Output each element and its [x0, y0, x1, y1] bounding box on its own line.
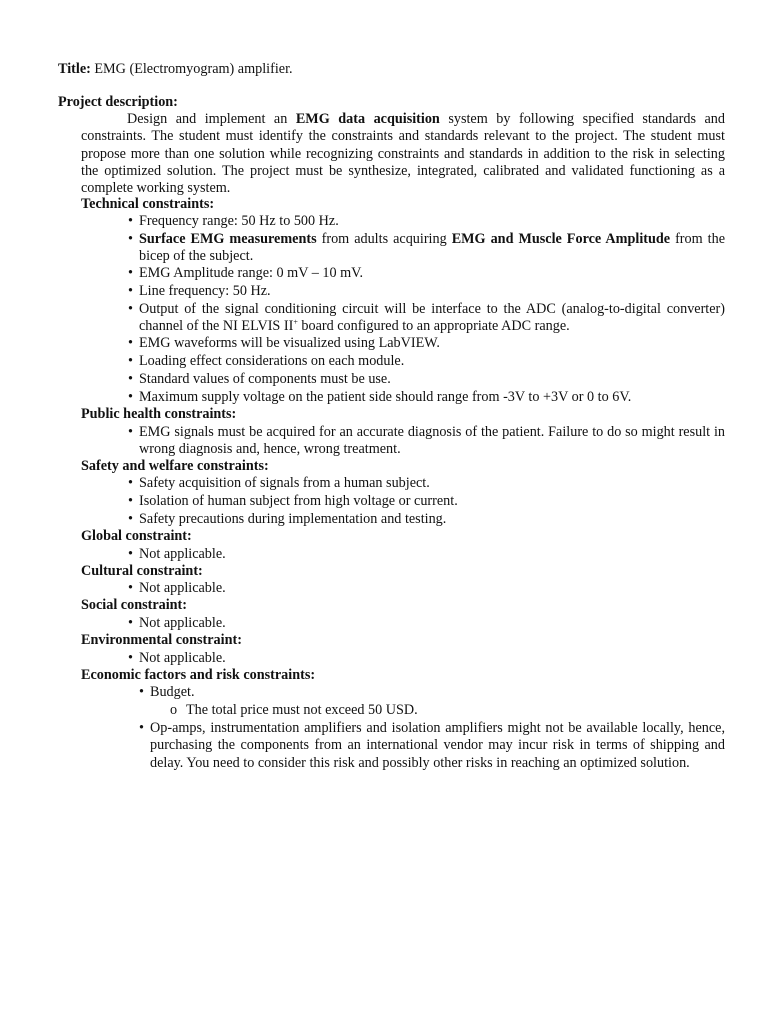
cultural-constraint-heading: Cultural constraint: [81, 563, 203, 579]
list-item: • Not applicable. [128, 650, 725, 667]
list-item: • Isolation of human subject from high voltage or current. [128, 493, 725, 510]
list-item: • Frequency range: 50 Hz to 500 Hz. [128, 213, 725, 230]
economic-constraints-heading: Economic factors and risk constraints: [81, 667, 316, 683]
list-item: • Not applicable. [128, 546, 725, 563]
list-item: • Surface EMG measurements from adults acquiring EMG and Muscle Force Amplitude from the bicep of the subject. [128, 231, 725, 266]
list-item: • Output of the signal conditioning circuit will be interface to the ADC (analog-to-digital converter) channel of the NI ELVIS II+ board configured to an appropriate ADC range. [128, 301, 725, 336]
project-description-heading: Project description: [58, 94, 178, 110]
environmental-constraint-heading: Environmental constraint: [81, 632, 242, 648]
list-item: • EMG waveforms will be visualized using LabVIEW. [128, 335, 725, 352]
list-item: • Not applicable. [128, 615, 725, 632]
list-item: • EMG Amplitude range: 0 mV – 10 mV. [128, 265, 725, 282]
list-item: • Budget. [139, 684, 725, 701]
list-item: • EMG signals must be acquired for an accurate diagnosis of the patient. Failure to do so might result in wrong diagnosis and, hence, wrong treatment. [128, 424, 725, 459]
document-title [58, 61, 293, 78]
public-health-heading: Public health constraints: [81, 406, 237, 422]
list-item: • Loading effect considerations on each module. [128, 353, 725, 370]
title-label: Title: [58, 61, 91, 77]
sub-list-item: o The total price must not exceed 50 USD. [170, 702, 418, 719]
global-constraint-heading: Global constraint: [81, 528, 192, 544]
list-item: • Maximum supply voltage on the patient side should range from -3V to +3V or 0 to 6V. [128, 389, 725, 406]
technical-constraints-heading: Technical constraints: [81, 196, 215, 212]
title-text: EMG (Electromyogram) amplifier. [94, 61, 293, 77]
list-item: • Not applicable. [128, 580, 725, 597]
list-item: • Safety acquisition of signals from a human subject. [128, 475, 725, 492]
list-item: • Line frequency: 50 Hz. [128, 283, 725, 300]
list-item: • Standard values of components must be use. [128, 371, 725, 388]
social-constraint-heading: Social constraint: [81, 597, 188, 613]
project-description-paragraph: Design and implement an EMG data acquisition system by following specified standards and constraints. The student must identify the constraints and standards relevant to the project. The student must propose more than one solution while recognizing constraints and standards in addition to the risk in selecting the optimized solution. The project must be synthesize, integrated, calibrated and validated functioning as a complete working system. [81, 111, 725, 197]
list-item: • Safety precautions during implementation and testing. [128, 511, 725, 528]
list-item: • Op-amps, instrumentation amplifiers and isolation amplifiers might not be available locally, hence, purchasing the components from an international vendor may incur risk in terms of shipping and delay. You need to consider this risk and possibly other risks in reaching an optimized solution. [139, 720, 725, 772]
safety-heading: Safety and welfare constraints: [81, 458, 269, 474]
